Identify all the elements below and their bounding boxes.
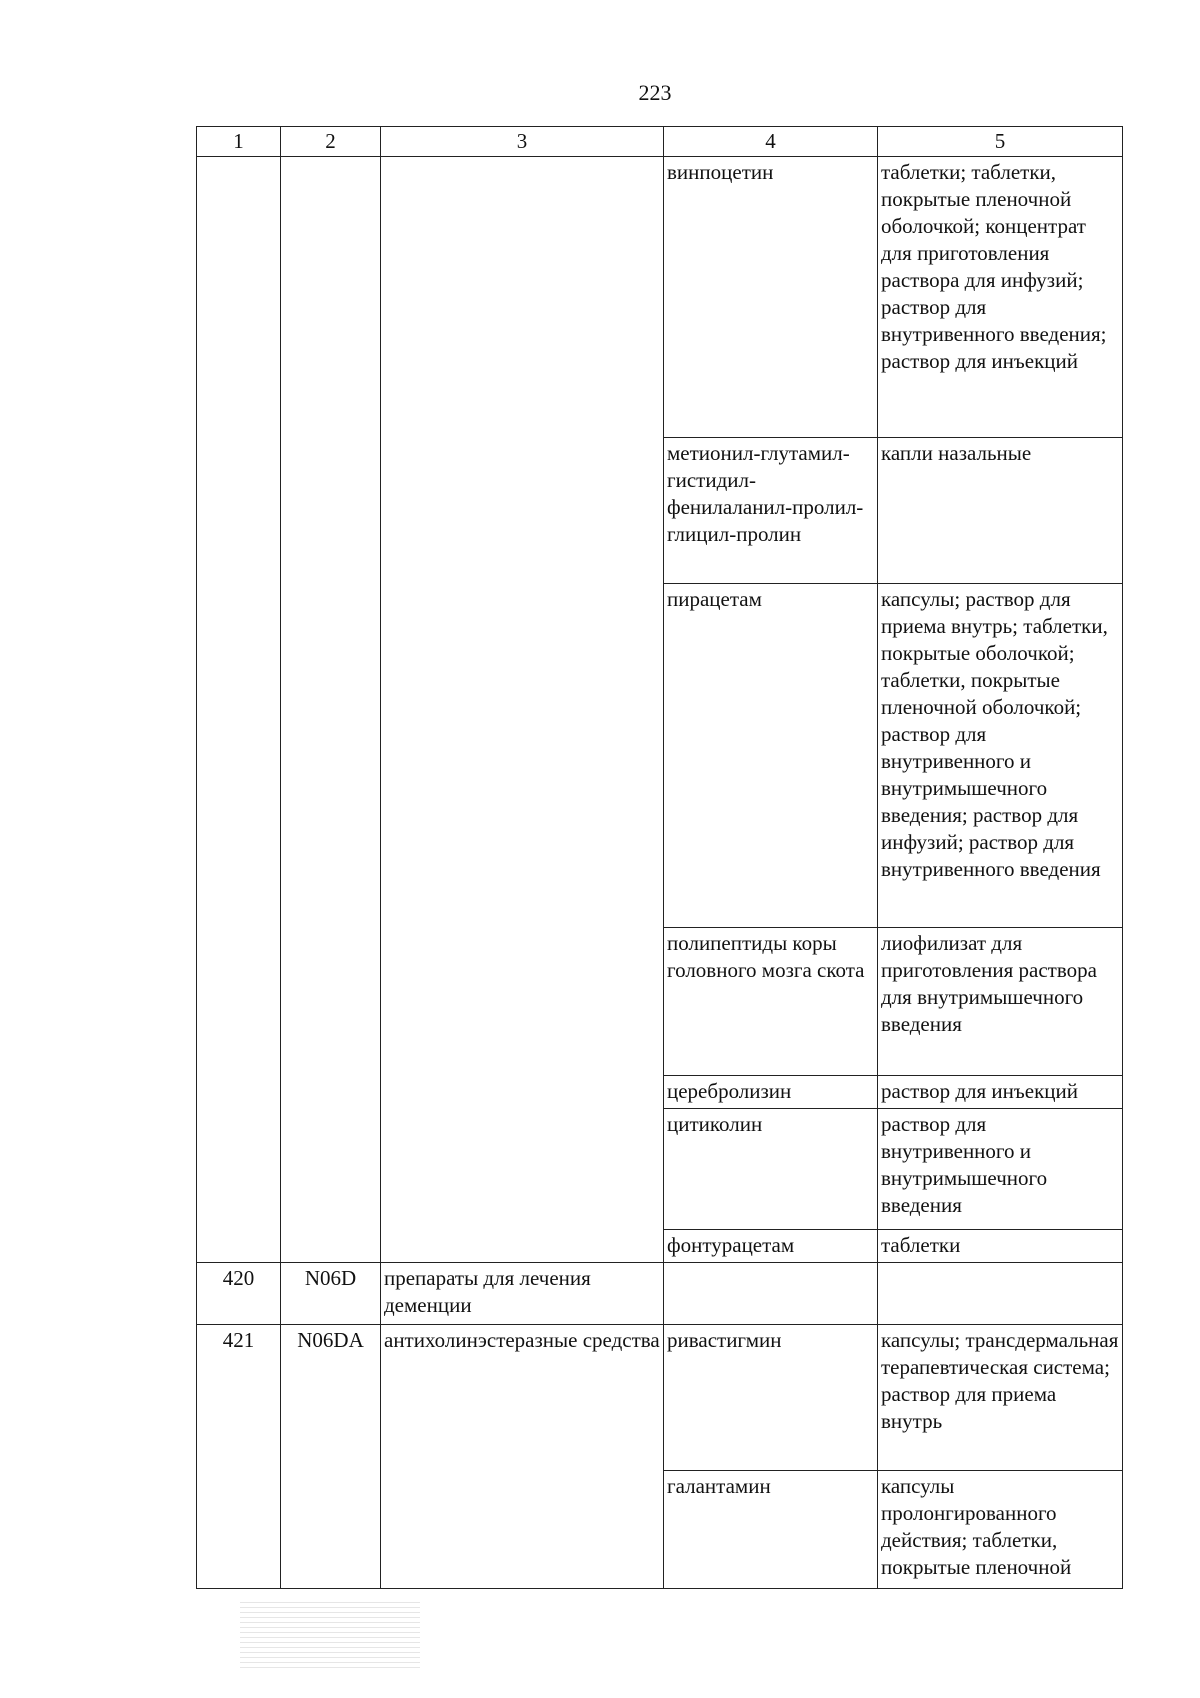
cell-dosage-form: капсулы; трансдермальная терапевтическая система; раствор для приема внутрь <box>878 1325 1123 1471</box>
header-col-2: 2 <box>281 127 381 157</box>
cell-dosage-form: раствор для внутривенного и внутримышечного введения <box>878 1109 1123 1230</box>
cell-atc-code: N06DA <box>281 1325 381 1589</box>
cell-drug-name: пирацетам <box>664 584 878 928</box>
cell-drug-name: винпоцетин <box>664 157 878 438</box>
cell-dosage-form: капли назальные <box>878 438 1123 584</box>
header-col-1: 1 <box>197 127 281 157</box>
cell-atc-code: N06D <box>281 1263 381 1325</box>
table-header-row <box>197 127 1123 157</box>
cell-drug-name: полипептиды коры головного мозга скота <box>664 928 878 1076</box>
cell-number: 421 <box>197 1325 281 1589</box>
table-row <box>197 1263 1123 1325</box>
cell-drug-name: церебролизин <box>664 1076 878 1109</box>
page-number: 223 <box>638 80 672 105</box>
cell-drug-name <box>664 1263 878 1325</box>
cell-drug-name: фонтурацетам <box>664 1230 878 1263</box>
cell-dosage-form: лиофилизат для приготовления раствора для внутримышечного введения <box>878 928 1123 1076</box>
cell-drug-name: ривастигмин <box>664 1325 878 1471</box>
cell-group-name: препараты для лечения деменции <box>381 1263 664 1325</box>
cell-drug-name: цитиколин <box>664 1109 878 1230</box>
cell-number <box>197 157 281 1263</box>
cell-group-name <box>381 157 664 1263</box>
cell-dosage-form: капсулы; раствор для приема внутрь; таблетки, покрытые оболочкой; таблетки, покрытые пленочной оболочкой; раствор для внутривенного и внутримышечного введения; раствор для инфузий; раствор для внутривенного введения <box>878 584 1123 928</box>
cell-dosage-form: капсулы пролонгированного действия; таблетки, покрытые пленочной <box>878 1471 1123 1589</box>
header-col-4: 4 <box>664 127 878 157</box>
table-row <box>197 157 1123 438</box>
scan-artifact <box>240 1598 420 1668</box>
header-col-3: 3 <box>381 127 664 157</box>
cell-dosage-form: раствор для инъекций <box>878 1076 1123 1109</box>
cell-drug-name: метионил-глутамил-гистидил-фенилаланил-пролил-глицил-пролин <box>664 438 878 584</box>
cell-dosage-form: таблетки; таблетки, покрытые пленочной оболочкой; концентрат для приготовления раствора для инфузий; раствор для внутривенного введения; раствор для инъекций <box>878 157 1123 438</box>
cell-dosage-form: таблетки <box>878 1230 1123 1263</box>
header-col-5: 5 <box>878 127 1123 157</box>
cell-dosage-form <box>878 1263 1123 1325</box>
cell-group-name: антихолинэстеразные средства <box>381 1325 664 1589</box>
table-row <box>197 1325 1123 1471</box>
medicine-table <box>196 126 1123 1589</box>
cell-atc-code <box>281 157 381 1263</box>
cell-drug-name: галантамин <box>664 1471 878 1589</box>
cell-number: 420 <box>197 1263 281 1325</box>
